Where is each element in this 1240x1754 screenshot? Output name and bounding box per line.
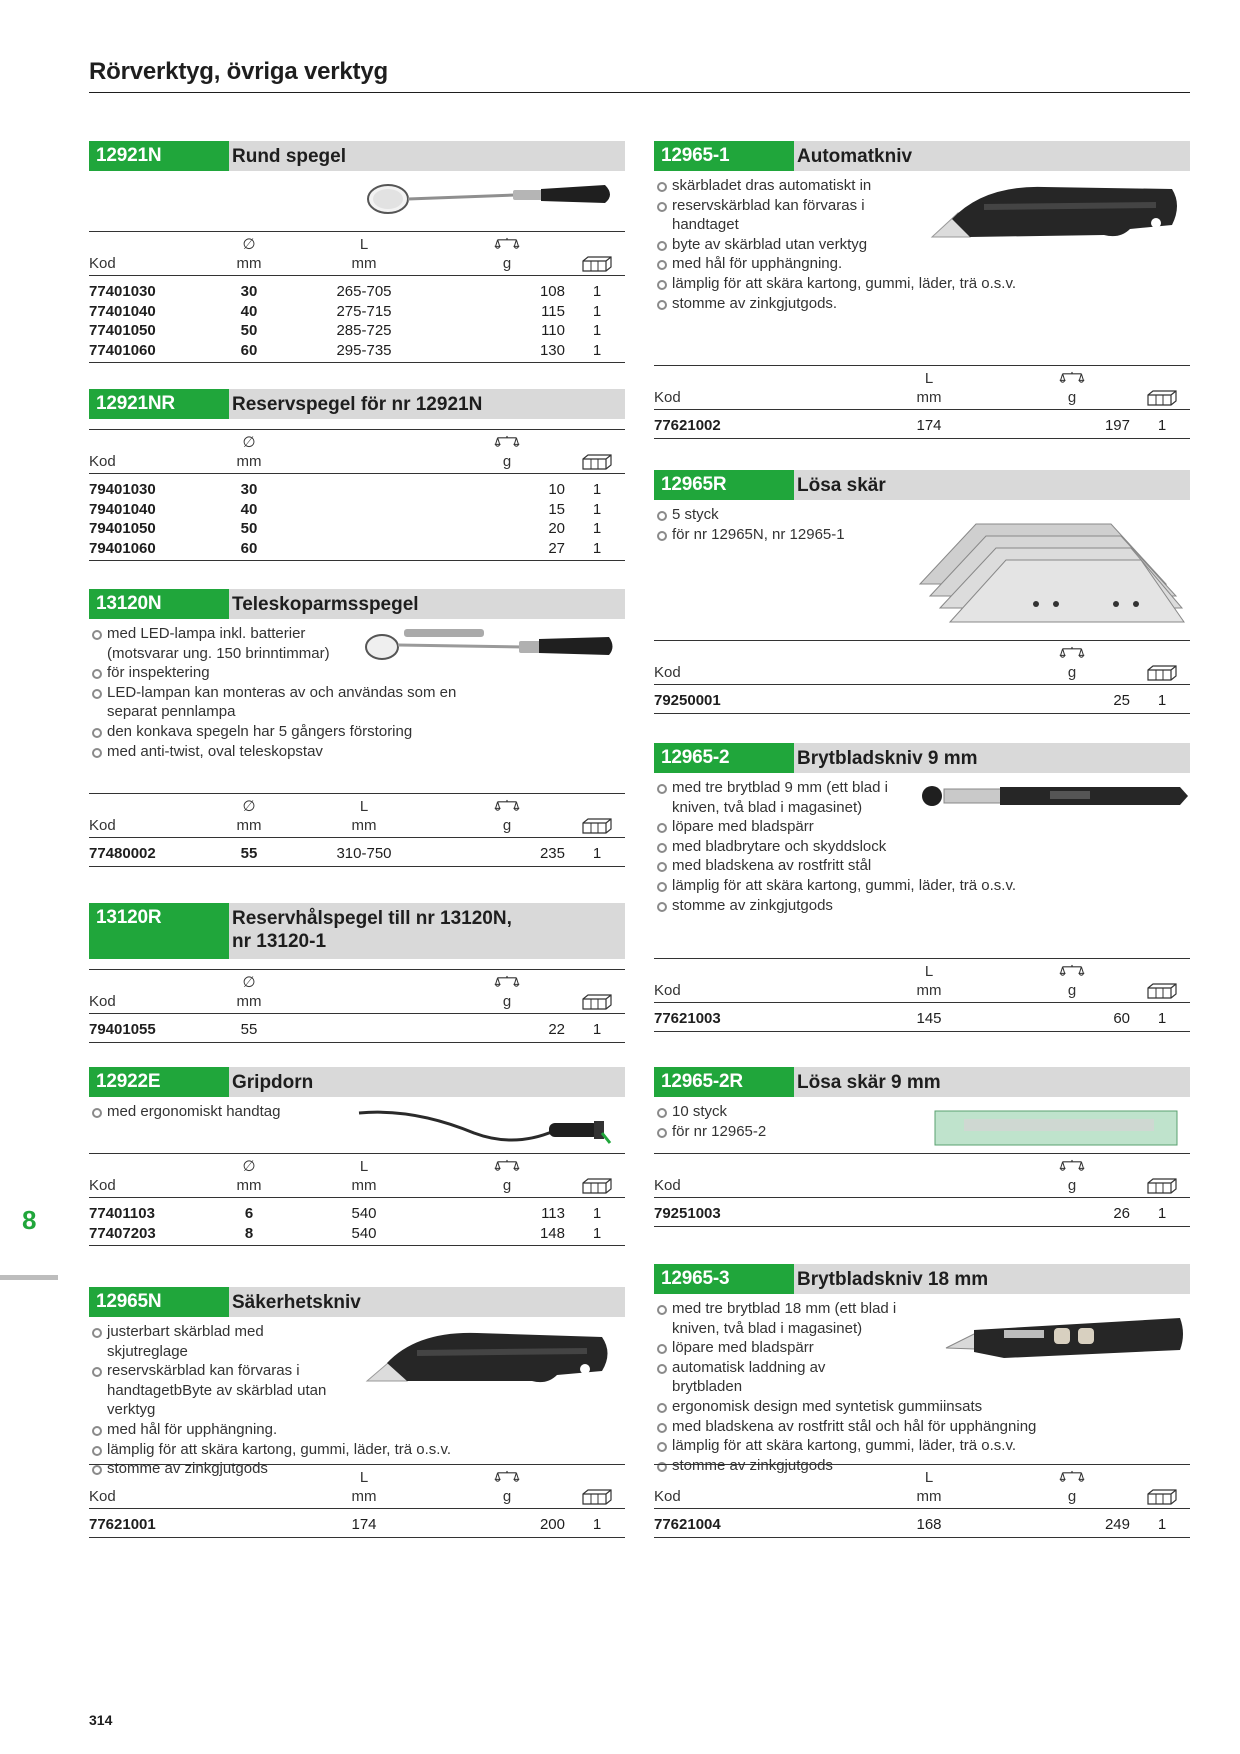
product-code: 12965N xyxy=(89,1287,229,1317)
table-row: 77401040 40 275-715 115 1 xyxy=(89,302,602,320)
table-row: 77401060 60 295-735 130 1 xyxy=(89,341,625,363)
product-12965-1 xyxy=(654,141,1190,434)
unit-g: g xyxy=(1014,981,1134,1003)
list-item: löpare med bladspärr xyxy=(654,817,1074,837)
list-item: stomme av zinkgjutgods xyxy=(89,1459,489,1479)
diameter-icon: ∅ xyxy=(219,1154,279,1176)
scale-icon xyxy=(1059,964,1085,979)
product-13120R xyxy=(89,903,625,1038)
product-12921NR xyxy=(89,389,625,557)
chapter-tab: 8 xyxy=(22,1205,37,1235)
list-item: med bladskena av rostfritt stål xyxy=(654,856,1074,876)
scale-icon xyxy=(494,435,520,450)
product-name: Brytbladskniv 18 mm xyxy=(797,1269,989,1290)
product-code: 12921N xyxy=(89,141,229,171)
list-item: LED-lampan kan monteras av och användas som en separat pennlampa xyxy=(89,683,469,722)
length-label: L xyxy=(844,1465,1014,1487)
scale-icon xyxy=(494,1470,520,1485)
unit-mm: mm xyxy=(279,1176,449,1198)
unit-g: g xyxy=(1014,388,1134,410)
unit-mm: mm xyxy=(279,816,449,838)
unit-g: g xyxy=(1014,1487,1134,1509)
list-item: med tre brytblad 9 mm (ett blad i kniven, två blad i magasinet) xyxy=(654,778,924,817)
product-header xyxy=(654,1067,1190,1097)
product-table xyxy=(89,793,625,867)
package-icon xyxy=(1147,983,1177,999)
list-item: 5 styck xyxy=(654,505,1190,525)
unit-mm: mm xyxy=(279,254,449,276)
product-code: 12965-2 xyxy=(654,743,794,773)
product-12921N xyxy=(89,141,625,359)
package-icon xyxy=(1147,665,1177,681)
list-item: lämplig för att skära kartong, gummi, läder, trä o.s.v. xyxy=(654,1436,1074,1456)
snap-off-knife-9mm-image xyxy=(920,781,1190,811)
unit-g: g xyxy=(1014,1176,1134,1198)
product-code: 12965-3 xyxy=(654,1264,794,1294)
table-row: 77621003 145 60 1 xyxy=(654,1003,1190,1032)
scale-icon xyxy=(494,237,520,252)
product-header xyxy=(89,589,625,619)
product-header xyxy=(89,389,625,419)
product-header xyxy=(89,1287,625,1317)
round-mirror-image xyxy=(365,175,615,225)
list-item: stomme av zinkgjutgods xyxy=(654,896,1074,916)
table-row: 77401030 30 265-705 108 1 xyxy=(89,283,602,300)
product-code: 12965R xyxy=(654,470,794,500)
product-12965N xyxy=(89,1287,625,1533)
title-rule xyxy=(89,92,1190,93)
package-icon xyxy=(582,994,612,1010)
pickup-tool-image xyxy=(354,1103,616,1153)
product-table xyxy=(654,365,1190,439)
unit-g: g xyxy=(449,992,569,1014)
kod-label: Kod xyxy=(89,1487,219,1509)
scale-icon xyxy=(1059,371,1085,386)
unit-mm: mm xyxy=(844,981,1014,1003)
kod-label: Kod xyxy=(654,388,784,410)
length-label: L xyxy=(279,1154,449,1176)
list-item: för nr 12965N, nr 12965-1 xyxy=(654,525,1190,545)
list-item: lämplig för att skära kartong, gummi, läder, trä o.s.v. xyxy=(89,1440,489,1460)
product-name: Lösa skär xyxy=(797,475,886,496)
table-row: 79250001 25 1 xyxy=(654,685,1190,714)
list-item: för inspektering xyxy=(89,663,469,683)
scale-icon xyxy=(1059,1470,1085,1485)
diameter-icon: ∅ xyxy=(219,430,279,452)
list-item: löpare med bladspärr xyxy=(654,1338,1074,1358)
kod-label: Kod xyxy=(89,254,219,276)
product-name: Reservspegel för nr 12921N xyxy=(232,394,483,415)
scale-icon xyxy=(494,1159,520,1174)
product-code: 12965-1 xyxy=(654,141,794,171)
list-item: ergonomisk design med syntetisk gummiinsats xyxy=(654,1397,1074,1417)
package-icon xyxy=(1147,1178,1177,1194)
table-row: 77401050 50 285-725 110 1 xyxy=(89,322,602,340)
product-header xyxy=(89,141,625,171)
table-row: 77621002 174 197 1 xyxy=(654,410,1190,439)
product-12965R xyxy=(654,470,1190,709)
product-table xyxy=(89,1153,625,1246)
unit-g: g xyxy=(1014,663,1134,685)
list-item: automatisk laddning av brytbladen xyxy=(654,1358,854,1397)
table-row: 79401050 50 20 1 xyxy=(89,520,602,538)
table-row: 79401055 55 22 1 xyxy=(89,1014,625,1043)
list-item: reservskärblad kan förvaras i handtaget xyxy=(654,196,884,235)
package-icon xyxy=(582,818,612,834)
list-item: den konkava spegeln har 5 gångers förstoring xyxy=(89,722,469,742)
product-name: Gripdorn xyxy=(232,1072,314,1093)
list-item: med hål för upphängning. xyxy=(654,254,1074,274)
telescopic-mirror-image xyxy=(364,625,616,665)
safety-knife-image xyxy=(357,1323,617,1393)
product-name: Automatkniv xyxy=(797,146,913,167)
table-row: 77407203 8 540 148 1 xyxy=(89,1224,625,1246)
kod-label: Kod xyxy=(89,992,219,1014)
package-icon xyxy=(1147,1489,1177,1505)
kod-label: Kod xyxy=(89,452,219,474)
list-item: med bladskena av rostfritt stål och hål för upphängning xyxy=(654,1417,1074,1437)
length-label: L xyxy=(844,366,1014,388)
list-item: lämplig för att skära kartong, gummi, läder, trä o.s.v. xyxy=(654,274,1074,294)
product-name: Säkerhetskniv xyxy=(232,1292,361,1313)
product-12965-2 xyxy=(654,743,1190,1027)
product-header xyxy=(654,1264,1190,1294)
spare-blades-9mm-image xyxy=(934,1109,1180,1149)
product-table xyxy=(654,958,1190,1032)
unit-mm: mm xyxy=(844,1487,1014,1509)
table-row: 77621004 168 249 1 xyxy=(654,1509,1190,1538)
product-code: 12921NR xyxy=(89,389,229,419)
table-row: 77480002 55 310-750 235 1 xyxy=(89,838,625,867)
page-title: Rörverktyg, övriga verktyg xyxy=(89,58,388,85)
table-row: 77621001 174 200 1 xyxy=(89,1509,625,1538)
unit-g: g xyxy=(449,254,569,276)
unit-g: g xyxy=(449,816,569,838)
list-item: med bladbrytare och skyddslock xyxy=(654,837,1074,857)
length-label: L xyxy=(279,794,449,816)
list-item: lämplig för att skära kartong, gummi, läder, trä o.s.v. xyxy=(654,876,1074,896)
product-table xyxy=(89,969,625,1043)
length-label: L xyxy=(279,232,449,254)
product-name: Teleskoparmsspegel xyxy=(232,594,419,615)
snap-off-knife-18mm-image xyxy=(944,1304,1186,1374)
list-item: för nr 12965-2 xyxy=(654,1122,1190,1142)
product-header xyxy=(654,743,1190,773)
unit-g: g xyxy=(449,452,569,474)
list-item: med ergonomiskt handtag xyxy=(89,1102,625,1122)
product-name: Reservhålspegel till nr 13120N, nr 13120-1 xyxy=(232,908,512,952)
scale-icon xyxy=(494,975,520,990)
product-table xyxy=(89,231,625,363)
length-label: L xyxy=(279,1465,449,1487)
product-code: 12965-2R xyxy=(654,1067,794,1097)
unit-mm: mm xyxy=(219,816,279,838)
list-item: justerbart skärblad med skjutreglage xyxy=(89,1322,289,1361)
diameter-icon: ∅ xyxy=(219,232,279,254)
kod-label: Kod xyxy=(654,981,784,1003)
unit-mm: mm xyxy=(844,388,1014,410)
product-13120N xyxy=(89,589,625,862)
package-icon xyxy=(582,1489,612,1505)
page-number: 314 xyxy=(89,1712,113,1728)
list-item: 10 styck xyxy=(654,1102,1190,1122)
product-12965-3 xyxy=(654,1264,1190,1533)
product-name: Brytbladskniv 9 mm xyxy=(797,748,978,769)
unit-mm: mm xyxy=(219,992,279,1014)
table-row: 79401030 30 10 1 xyxy=(89,481,602,498)
table-row: 79251003 26 1 xyxy=(654,1198,1190,1227)
unit-g: g xyxy=(449,1176,569,1198)
automatic-knife-image xyxy=(924,177,1186,247)
chapter-tab-rule xyxy=(0,1275,58,1280)
product-header xyxy=(89,903,625,959)
product-header xyxy=(654,470,1190,500)
list-item: reservskärblad kan förvaras i handtagetbByte av skärblad utan verktyg xyxy=(89,1361,354,1420)
product-name: Rund spegel xyxy=(232,146,347,167)
scale-icon xyxy=(494,799,520,814)
spare-blades-image xyxy=(916,504,1186,634)
product-table xyxy=(89,429,625,561)
scale-icon xyxy=(1059,646,1085,661)
product-table xyxy=(654,1464,1190,1538)
table-row: 79401040 40 15 1 xyxy=(89,500,602,518)
kod-label: Kod xyxy=(654,1487,784,1509)
package-icon xyxy=(582,454,612,470)
scale-icon xyxy=(1059,1159,1085,1174)
kod-label: Kod xyxy=(89,816,219,838)
length-label: L xyxy=(844,959,1014,981)
product-table xyxy=(654,640,1190,714)
diameter-icon: ∅ xyxy=(219,794,279,816)
diameter-icon: ∅ xyxy=(219,970,279,992)
table-row: 77401103 6 540 113 1 xyxy=(89,1205,602,1222)
list-item: med hål för upphängning. xyxy=(89,1420,489,1440)
product-header xyxy=(654,141,1190,171)
product-code: 13120R xyxy=(89,903,229,959)
product-12922E xyxy=(89,1067,625,1242)
unit-g: g xyxy=(449,1487,569,1509)
product-header xyxy=(89,1067,625,1097)
kod-label: Kod xyxy=(654,663,784,685)
list-item: skärbladet dras automatiskt in xyxy=(654,176,1074,196)
product-table xyxy=(89,1464,625,1538)
list-item: med LED-lampa inkl. batterier (motsvarar ung. 150 brinntimmar) xyxy=(89,624,359,663)
list-item: stomme av zinkgjutgods xyxy=(654,1456,1074,1476)
product-code: 13120N xyxy=(89,589,229,619)
package-icon xyxy=(582,1178,612,1194)
product-table xyxy=(654,1153,1190,1227)
list-item: med tre brytblad 18 mm (ett blad i kniven, två blad i magasinet) xyxy=(654,1299,924,1338)
kod-label: Kod xyxy=(89,1176,219,1198)
unit-mm: mm xyxy=(219,452,279,474)
product-code: 12922E xyxy=(89,1067,229,1097)
unit-mm: mm xyxy=(219,1176,279,1198)
package-icon xyxy=(1147,390,1177,406)
table-row: 79401060 60 27 1 xyxy=(89,539,625,561)
list-item: stomme av zinkgjutgods. xyxy=(654,294,1074,314)
package-icon xyxy=(582,256,612,272)
unit-mm: mm xyxy=(219,254,279,276)
kod-label: Kod xyxy=(654,1176,784,1198)
product-12965-2R xyxy=(654,1067,1190,1222)
unit-mm: mm xyxy=(279,1487,449,1509)
list-item: byte av skärblad utan verktyg xyxy=(654,235,1074,255)
list-item: med anti-twist, oval teleskopstav xyxy=(89,742,469,762)
product-name: Lösa skär 9 mm xyxy=(797,1072,941,1093)
